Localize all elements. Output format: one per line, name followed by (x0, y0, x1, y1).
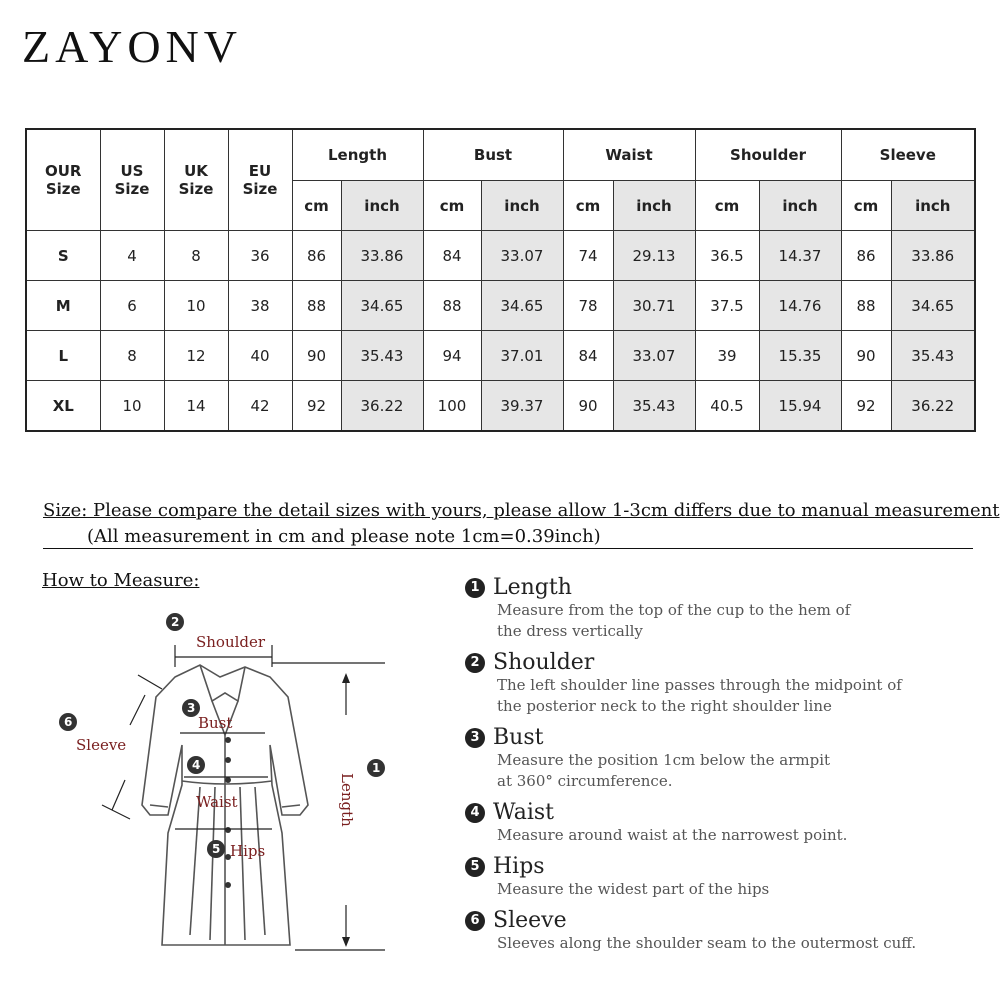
uk-size-cell: 10 (164, 281, 228, 331)
measure-cell: 94 (423, 331, 481, 381)
header-waist: Waist (563, 129, 695, 181)
unit-cm: cm (841, 181, 891, 231)
step-heading (465, 854, 985, 879)
measure-cell: 40.5 (695, 381, 759, 432)
eu-size-cell: 36 (228, 231, 292, 281)
step-description (497, 879, 985, 900)
number-4-badge: 4 (192, 758, 201, 772)
step-heading (465, 575, 985, 600)
shoulder-label: Shoulder (196, 633, 266, 651)
measure-cell: 14.76 (759, 281, 841, 331)
step-description (497, 750, 985, 792)
measure-cell: 33.07 (613, 331, 695, 381)
measure-cell: 35.43 (891, 331, 975, 381)
unit-inch: inch (481, 181, 563, 231)
us-size-cell: 6 (100, 281, 164, 331)
measure-cell: 92 (841, 381, 891, 432)
step-desc-line: Measure the widest part of the hips (497, 880, 770, 898)
measure-cell: 36.22 (891, 381, 975, 432)
step-title: Length (493, 575, 572, 600)
dress-diagram (50, 605, 400, 965)
measure-cell: 84 (563, 331, 613, 381)
measure-cell: 78 (563, 281, 613, 331)
step-title: Hips (493, 854, 545, 879)
measure-cell: 90 (841, 331, 891, 381)
measure-cell: 86 (841, 231, 891, 281)
us-size-cell: 10 (100, 381, 164, 432)
measure-cell: 37.5 (695, 281, 759, 331)
size-note: Size: Please compare the detail sizes with yours, please allow 1-3cm differs due to manual measurement (43, 500, 1000, 521)
eu-size-cell: 42 (228, 381, 292, 432)
measure-cell: 39 (695, 331, 759, 381)
measure-cell: 36.5 (695, 231, 759, 281)
measure-step (465, 800, 985, 846)
step-number-badge: 5 (465, 857, 485, 877)
unit-inch: inch (341, 181, 423, 231)
sleeve-label: Sleeve (76, 736, 127, 754)
step-description (497, 600, 985, 642)
size-cell: M (26, 281, 100, 331)
unit-cm: cm (423, 181, 481, 231)
step-desc-line: at 360° circumference. (497, 772, 673, 790)
measure-cell: 88 (423, 281, 481, 331)
step-title: Shoulder (493, 650, 595, 675)
uk-size-cell: 8 (164, 231, 228, 281)
table-row (26, 231, 975, 281)
measure-cell: 90 (563, 381, 613, 432)
number-5-badge: 5 (212, 842, 221, 856)
step-number-badge: 2 (465, 653, 485, 673)
measure-cell: 34.65 (341, 281, 423, 331)
step-number-badge: 4 (465, 803, 485, 823)
number-6-badge: 6 (64, 715, 73, 729)
header-shoulder: Shoulder (695, 129, 841, 181)
measure-cell: 29.13 (613, 231, 695, 281)
step-number-badge: 6 (465, 911, 485, 931)
measure-cell: 15.35 (759, 331, 841, 381)
measure-cell: 37.01 (481, 331, 563, 381)
waist-label: Waist (196, 793, 238, 811)
step-heading (465, 650, 985, 675)
measure-step (465, 650, 985, 717)
header-length: Length (292, 129, 423, 181)
how-to-measure-title: How to Measure: (42, 570, 200, 591)
unit-cm: cm (563, 181, 613, 231)
header-bust: Bust (423, 129, 563, 181)
header-us-size: US Size (100, 129, 164, 231)
number-1-badge: 1 (372, 761, 381, 775)
step-number-badge: 3 (465, 728, 485, 748)
measure-cell: 14.37 (759, 231, 841, 281)
step-desc-line: Measure around waist at the narrowest point. (497, 826, 848, 844)
measure-cell: 88 (841, 281, 891, 331)
measure-step (465, 854, 985, 900)
measure-cell: 36.22 (341, 381, 423, 432)
us-size-cell: 4 (100, 231, 164, 281)
eu-size-cell: 38 (228, 281, 292, 331)
number-3-badge: 3 (187, 701, 196, 715)
us-size-cell: 8 (100, 331, 164, 381)
step-description (497, 933, 985, 954)
uk-size-cell: 14 (164, 381, 228, 432)
measure-cell: 90 (292, 331, 341, 381)
step-description (497, 675, 985, 717)
header-our-size: OUR Size (26, 129, 100, 231)
step-number-badge: 1 (465, 578, 485, 598)
measure-cell: 33.07 (481, 231, 563, 281)
measure-cell: 39.37 (481, 381, 563, 432)
step-title: Waist (493, 800, 554, 825)
unit-cm: cm (292, 181, 341, 231)
size-cell: L (26, 331, 100, 381)
bust-label: Bust (198, 714, 233, 732)
length-label: Length (338, 773, 356, 827)
header-eu-size: EU Size (228, 129, 292, 231)
step-desc-line: Measure the position 1cm below the armpit (497, 751, 831, 769)
measure-steps (465, 575, 985, 962)
header-uk-size: UK Size (164, 129, 228, 231)
table-row (26, 381, 975, 432)
measure-step (465, 575, 985, 642)
unit-inch: inch (613, 181, 695, 231)
measure-cell: 33.86 (891, 231, 975, 281)
step-desc-line: Measure from the top of the cup to the hem of (497, 601, 851, 619)
size-chart-table (25, 128, 976, 432)
measure-cell: 84 (423, 231, 481, 281)
step-desc-line: the posterior neck to the right shoulder line (497, 697, 832, 715)
measure-cell: 15.94 (759, 381, 841, 432)
measure-cell: 35.43 (341, 331, 423, 381)
step-desc-line: the dress vertically (497, 622, 643, 640)
measure-cell: 34.65 (481, 281, 563, 331)
step-heading (465, 908, 985, 933)
measurement-note: (All measurement in cm and please note 1cm=0.39inch) (43, 526, 973, 549)
step-heading (465, 725, 985, 750)
step-heading (465, 800, 985, 825)
measure-cell: 92 (292, 381, 341, 432)
size-cell: XL (26, 381, 100, 432)
unit-inch: inch (891, 181, 975, 231)
measure-cell: 33.86 (341, 231, 423, 281)
step-title: Bust (493, 725, 544, 750)
step-description (497, 825, 985, 846)
step-title: Sleeve (493, 908, 567, 933)
table-row (26, 281, 975, 331)
measure-cell: 30.71 (613, 281, 695, 331)
measure-cell: 86 (292, 231, 341, 281)
measure-cell: 100 (423, 381, 481, 432)
measure-cell: 88 (292, 281, 341, 331)
measure-step (465, 908, 985, 954)
table-row (26, 331, 975, 381)
uk-size-cell: 12 (164, 331, 228, 381)
step-desc-line: Sleeves along the shoulder seam to the outermost cuff. (497, 934, 917, 952)
measure-cell: 34.65 (891, 281, 975, 331)
unit-inch: inch (759, 181, 841, 231)
hips-label: Hips (230, 842, 266, 860)
measure-cell: 35.43 (613, 381, 695, 432)
unit-cm: cm (695, 181, 759, 231)
brand-logo: ZAYONV (22, 21, 242, 72)
number-2-badge: 2 (171, 615, 180, 629)
header-sleeve: Sleeve (841, 129, 975, 181)
size-cell: S (26, 231, 100, 281)
measure-cell: 74 (563, 231, 613, 281)
measure-step (465, 725, 985, 792)
step-desc-line: The left shoulder line passes through the midpoint of (497, 676, 902, 694)
eu-size-cell: 40 (228, 331, 292, 381)
